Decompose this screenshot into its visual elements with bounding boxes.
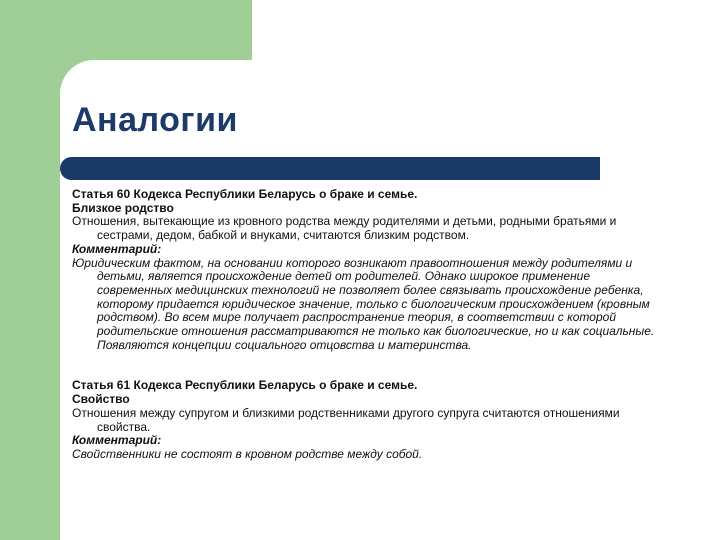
- title-underline-bar: [60, 157, 600, 180]
- article-61-text: Отношения между супругом и близкими родственниками другого супруга считаются отношениями свойства.: [72, 405, 620, 434]
- article-61-subtitle: Свойство: [72, 392, 130, 407]
- article-60-text: Отношения, вытекающие из кровного родства между родителями и детьми, родными братьями и сестрами, дедом, бабкой и внуками, считаются близким родством.: [72, 214, 617, 243]
- article-61-heading: Статья 61 Кодекса Республики Беларусь о браке и семье.: [72, 378, 418, 393]
- article-60-comment-label: Комментарий:: [72, 241, 162, 256]
- article-60-subtitle: Близкое родство: [72, 200, 174, 215]
- article-61-comment: Свойственники не состоят в кровном родстве между собой.: [72, 446, 423, 461]
- slide-title: Аналогии: [72, 101, 238, 139]
- slide-body: [72, 188, 662, 462]
- article-60-heading: Статья 60 Кодекса Республики Беларусь о браке и семье.: [72, 187, 418, 201]
- article-60-comment: Юридическим фактом, на основании которого возникают правоотношения между родителями и детьми, является происхождение детей от родителей. Однако широкое применение современных медицинских технологий не позволяет более связывать происхождение ребенка, которому придается юридическое значение, только с биологическим происхождением (кровным родством). Во всем мире получает распространение теория, в соответствии с которой родительские отношения рассматриваются не только как биологические, но и как социальные. Появляются концепции социального отцовства и материнства.: [72, 255, 655, 352]
- article-61-comment-label: Комментарий:: [72, 433, 162, 448]
- section-spacer: [72, 352, 662, 379]
